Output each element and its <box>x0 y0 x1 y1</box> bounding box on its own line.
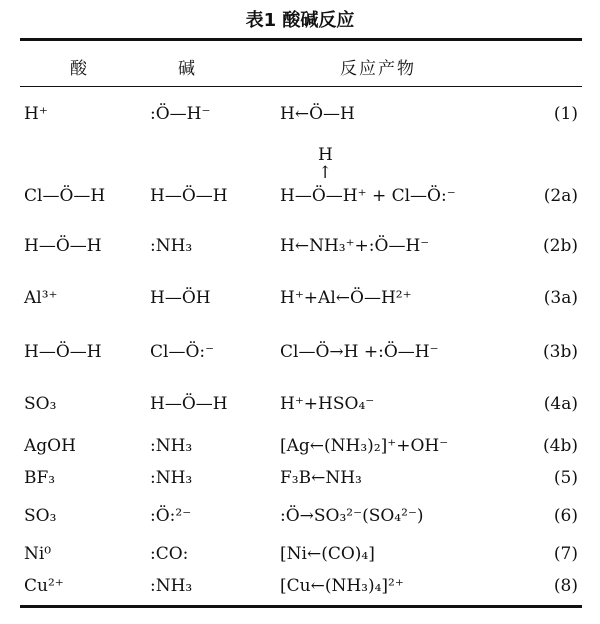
acid-cell: Ni⁰ <box>24 544 52 564</box>
equation-number: (4b) <box>543 436 578 456</box>
equation-number: (3a) <box>543 288 578 308</box>
product-cell: H←NH₃⁺+:Ö—H⁻ <box>280 236 430 256</box>
equation-number: (8) <box>553 576 578 596</box>
bottom-rule <box>20 605 582 608</box>
equation-number: (3b) <box>543 342 578 362</box>
acid-cell: SO₃ <box>24 394 57 414</box>
product-cell: H⁺+Al←Ö—H²⁺ <box>280 288 412 308</box>
base-cell: H—Ö—H <box>150 394 228 414</box>
equation-number: (7) <box>553 544 578 564</box>
acid-cell: BF₃ <box>24 468 56 488</box>
base-cell: :NH₃ <box>150 436 193 456</box>
table-title: 表1 酸碱反应 <box>245 10 355 31</box>
acid-cell: Cl—Ö—H <box>24 186 106 206</box>
product-cell: Cl—Ö→H +:Ö—H⁻ <box>280 342 439 362</box>
acid-cell: H⁺ <box>24 104 48 124</box>
product-cell: [Cu←(NH₃)₄]²⁺ <box>280 576 404 596</box>
top-rule <box>20 38 582 41</box>
base-cell: :Ö—H⁻ <box>150 104 211 124</box>
acid-cell: H—Ö—H <box>24 236 102 256</box>
acid-cell: H—Ö—H <box>24 342 102 362</box>
acid-cell: SO₃ <box>24 506 57 526</box>
equation-number: (6) <box>553 506 578 526</box>
base-cell: :Ö:²⁻ <box>150 506 192 526</box>
base-cell: Cl—Ö:⁻ <box>150 342 215 362</box>
equation-number: (2b) <box>543 236 578 256</box>
product-cell: H⁺+HSO₄⁻ <box>280 394 375 414</box>
base-cell: H—Ö—H <box>150 186 228 206</box>
equation-number: (5) <box>553 468 578 488</box>
product-cell: H←Ö—H <box>280 104 355 124</box>
base-cell: H—ÖH <box>150 288 211 308</box>
header-rule <box>20 86 582 87</box>
base-cell: :NH₃ <box>150 236 193 256</box>
product-cell: [Ag←(NH₃)₂]⁺+OH⁻ <box>280 436 449 456</box>
acid-cell: Cu²⁺ <box>24 576 64 596</box>
header-base: 碱 <box>178 59 197 79</box>
header-acid: 酸 <box>70 59 89 79</box>
equation-number: (1) <box>553 104 578 124</box>
above-2a: H ↑ <box>318 145 333 183</box>
equation-number: (4a) <box>543 394 578 414</box>
product-cell: :Ö→SO₃²⁻(SO₄²⁻) <box>280 506 424 526</box>
base-cell: :NH₃ <box>150 576 193 596</box>
acid-cell: Al³⁺ <box>24 288 58 308</box>
base-cell: :CO: <box>150 544 189 564</box>
equation-number: (2a) <box>543 186 578 206</box>
acid-cell: AgOH <box>24 436 76 456</box>
product-cell: F₃B←NH₃ <box>280 468 362 488</box>
base-cell: :NH₃ <box>150 468 193 488</box>
header-product: 反应产物 <box>340 59 416 79</box>
product-cell: [Ni←(CO)₄] <box>280 544 375 564</box>
product-cell: H—Ö—H⁺ + Cl—Ö:⁻ <box>280 186 456 206</box>
